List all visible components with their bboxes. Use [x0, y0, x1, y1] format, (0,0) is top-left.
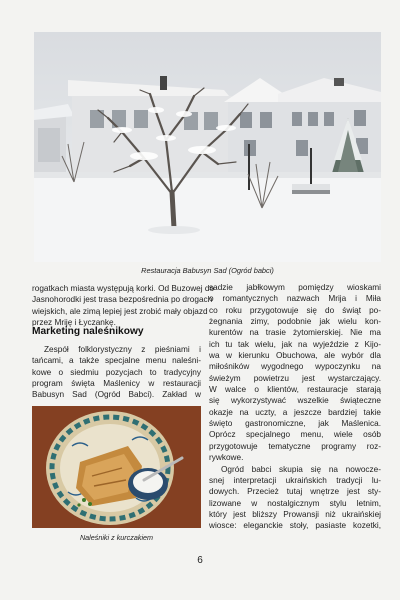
text-line: okazje na uczty, a jeszcze bardziej takie [209, 407, 381, 417]
text-line: Zespół folklorystyczny z pieśniami i [44, 345, 201, 354]
pancakes-dish-photo [32, 406, 201, 528]
left-column-intro [32, 283, 215, 328]
text-line: lizowane w nostalgicznym stylu letnim, [209, 498, 381, 508]
text-line: sadzie jabłkowym pomiędzy wioskami [209, 283, 381, 292]
restaurant-winter-photo [34, 32, 381, 262]
text-line: przez Mriję i Łyczankę. [32, 318, 116, 328]
text-line: Babusyn Sad (Ogród Babci). Zakład w [32, 390, 201, 400]
photo-caption-pancakes: Naleśniki z kurczakiem [79, 533, 154, 542]
text-line: się wykorzystywać wszelkie świąteczne [209, 396, 381, 406]
text-line: W walce o klientów, restauracje starają [209, 385, 381, 395]
text-line: snej interpretacji ukraińskich tradycji lu- [209, 475, 381, 485]
text-line: przygotowuje tematyczne programy roz- [209, 441, 381, 451]
text-line: wiosce: eleganckie stoły, pasiaste kozetki, [209, 521, 381, 531]
text-line: kowe o siedmiu pozycjach to tradycyjny [32, 367, 201, 377]
text-line: co roku przygotowuje się do świąt po- [209, 305, 381, 315]
text-line: Ogród babci skupia się na nowocze- [221, 464, 381, 474]
text-line: o romantycznych nazwach Mrija i Miła [209, 294, 381, 304]
text-line: wa w kierunku Obuchowa, ale wybór dla [209, 351, 381, 361]
text-line: rywkowe. [209, 453, 244, 463]
text-line: święto gastronomiczne, jak Maślenica. [209, 419, 381, 429]
left-column-paragraph [32, 344, 201, 401]
right-column-text [209, 282, 381, 532]
text-line: dowych. Przecież tutaj wnętrze jest sty- [209, 487, 381, 497]
text-line: Jasnohorodki jest trasa bezpośrednia po drogach [32, 295, 213, 305]
text-line: program święta Maślenicy w restauracji [32, 379, 201, 389]
text-line: ich tu tak wielu, jak na wyjeździe z Kijo- [209, 339, 381, 349]
text-line: żegnania zimy, podobnie jak wielu kon- [209, 317, 381, 327]
page-number: 6 [197, 555, 203, 566]
text-line: kurentów na trasie żytomierskiej. Nie ma [209, 328, 381, 338]
text-line: tańcami, a także specjalne menu naleśni- [32, 356, 201, 366]
text-line: rogatkach miasta występują korki. Od Buzowej do [32, 284, 215, 293]
photo-caption-restaurant: Restauracja Babusyn Sad (Ogród babci) [141, 266, 274, 275]
text-line: miłośników wygodnego wypoczynku na [209, 362, 381, 372]
text-line: świeżym powietrzu jest wystarczający. [209, 373, 381, 383]
text-line: który jest bliższy Prowansji niż ukraińskiej [209, 509, 381, 519]
text-line: Oprócz specjalnego menu, wiele osób [209, 430, 381, 440]
text-line: wiejskich, ale zimą lepiej jest zrobić mały objazd [32, 306, 208, 316]
section-heading: Marketing naleśnikowy [32, 326, 144, 337]
